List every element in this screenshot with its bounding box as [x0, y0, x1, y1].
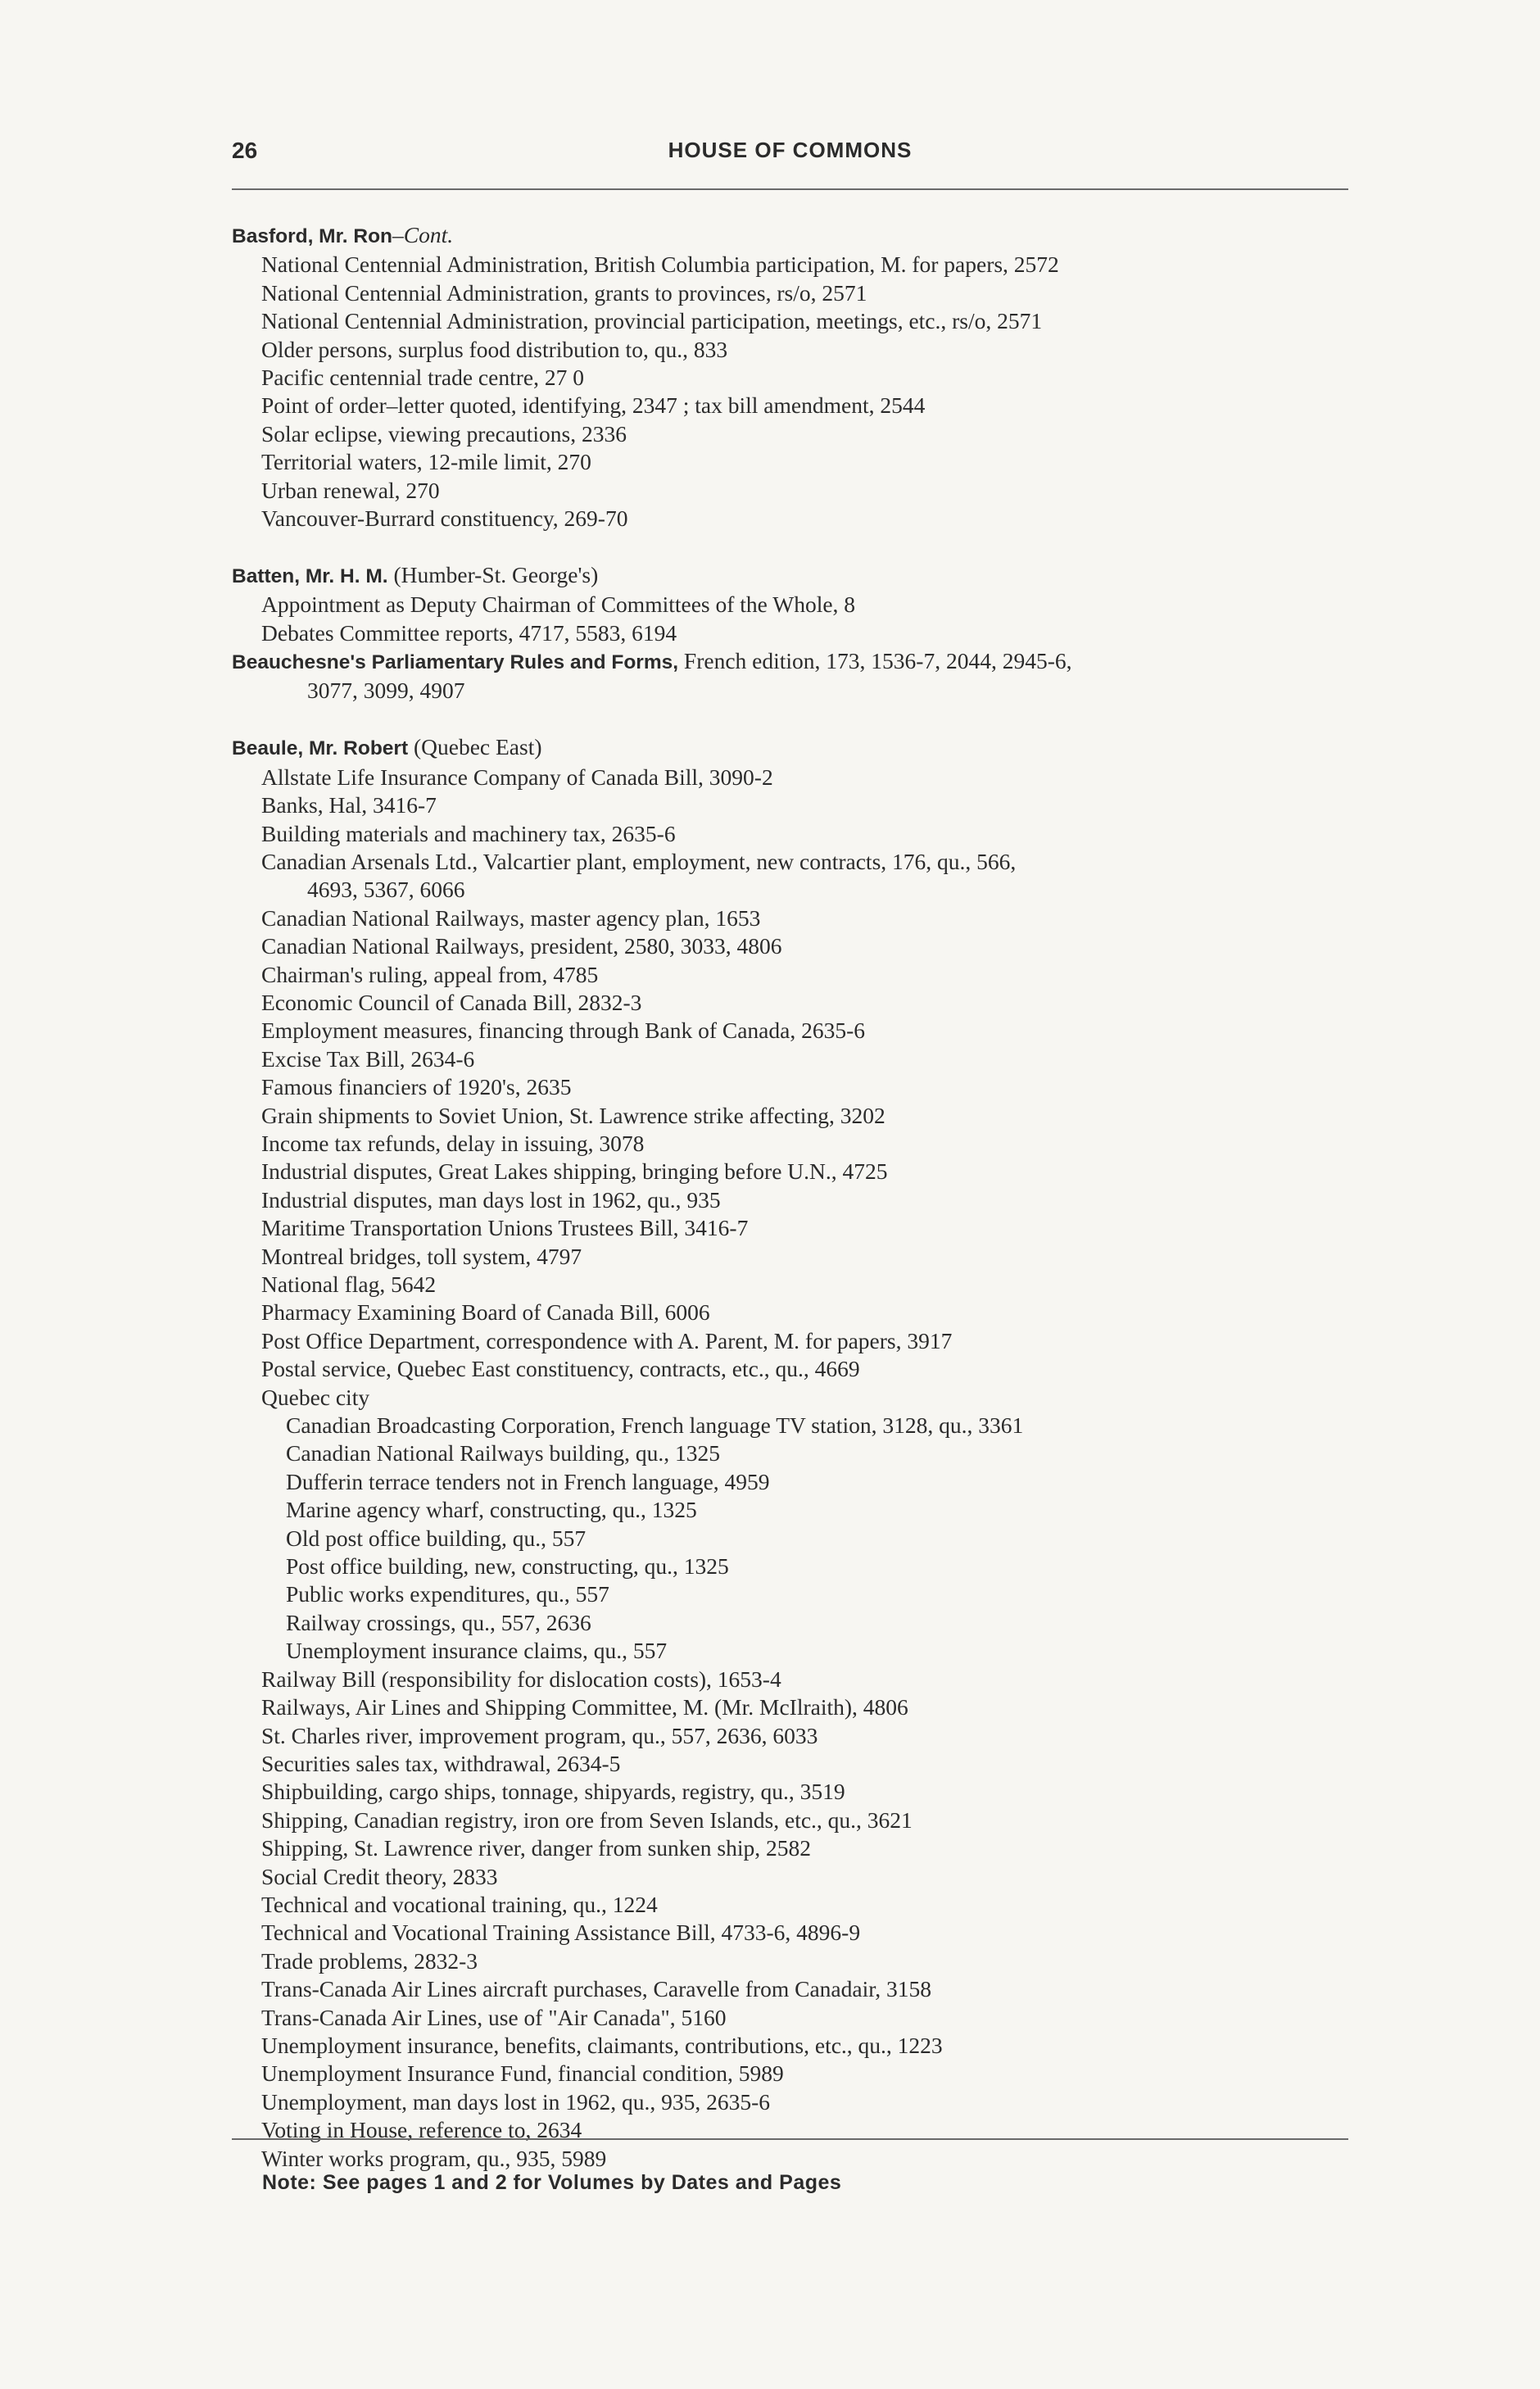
index-item: Urban renewal, 270 — [261, 477, 440, 503]
running-head-title: HOUSE OF COMMONS — [668, 138, 913, 162]
index-item: Unemployment insurance, benefits, claimants, contributions, etc., qu., 1223 — [261, 2032, 943, 2058]
index-item: Postal service, Quebec East constituency, contracts, etc., qu., 4669 — [261, 1356, 860, 1382]
index-subitem: Post office building, new, constructing, qu., 1325 — [286, 1553, 729, 1580]
index-item: Banks, Hal, 3416-7 — [261, 792, 437, 818]
entry-text: French edition, 173, 1536-7, 2044, 2945-6, — [678, 648, 1072, 674]
index-item: Appointment as Deputy Chairman of Committees of the Whole, 8 — [261, 592, 856, 618]
index-item-quebec-city: Quebec city — [261, 1384, 370, 1410]
index-item: Technical and Vocational Training Assistance Bill, 4733-6, 4896-9 — [261, 1920, 861, 1946]
index-item: Unemployment Insurance Fund, financial condition, 5989 — [261, 2060, 784, 2087]
entry-heading-beauchesne — [232, 647, 1362, 677]
index-subitem: Railway crossings, qu., 557, 2636 — [286, 1609, 591, 1635]
index-item: Canadian National Railways, president, 2580, 3033, 4806 — [261, 933, 782, 959]
entry-name: Basford, Mr. Ron — [232, 225, 393, 247]
index-item: Social Credit theory, 2833 — [261, 1863, 498, 1889]
entry-name: Beauchesne's Parliamentary Rules and Forms, — [232, 651, 679, 674]
index-item: National Centennial Administration, British Columbia participation, M. for papers, 2572 — [261, 252, 1059, 278]
index-item: Pharmacy Examining Board of Canada Bill, 6006 — [261, 1299, 710, 1326]
index-item: Railway Bill (responsibility for dislocation costs), 1653-4 — [261, 1666, 781, 1692]
index-subitem: Marine agency wharf, constructing, qu., 1325 — [286, 1497, 697, 1523]
index-subitem: Dufferin terrace tenders not in French language, 4959 — [286, 1468, 770, 1494]
index-item: Grain shipments to Soviet Union, St. Lawrence strike affecting, 3202 — [261, 1102, 886, 1128]
entry-heading-beaule — [232, 733, 1362, 763]
index-item: Securities sales tax, withdrawal, 2634-5 — [261, 1750, 621, 1776]
index-item: Trans-Canada Air Lines aircraft purchases, Caravelle from Canadair, 3158 — [261, 1976, 932, 2002]
index-item: Winter works program, qu., 935, 5989 — [261, 2145, 607, 2171]
header-rule — [232, 188, 1348, 190]
index-item: Canadian National Railways, master agency plan, 1653 — [261, 904, 761, 931]
index-item: Pacific centennial trade centre, 27 0 — [261, 365, 584, 391]
index-subitem: Unemployment insurance claims, qu., 557 — [286, 1638, 668, 1664]
entry-list-beaule — [232, 764, 1362, 2173]
index-item: Building materials and machinery tax, 2635-6 — [261, 820, 676, 846]
index-item-continued: 3077, 3099, 4907 — [307, 678, 465, 704]
index-item: Maritime Transportation Unions Trustees Bill, 3416-7 — [261, 1215, 749, 1241]
index-subitem: Canadian Broadcasting Corporation, French language TV station, 3128, qu., 3361 — [286, 1412, 1024, 1439]
index-subitem: Public works expenditures, qu., 557 — [286, 1581, 609, 1607]
footer-rule — [232, 2138, 1348, 2140]
index-item: Shipping, St. Lawrence river, danger from sunken ship, 2582 — [261, 1835, 811, 1861]
index-item: Territorial waters, 12-mile limit, 270 — [261, 449, 591, 475]
index-item: Solar eclipse, viewing precautions, 2336 — [261, 420, 627, 447]
entry-continued-marker: –Cont. — [392, 222, 454, 247]
index-item: Allstate Life Insurance Company of Canada Bill, 3090-2 — [261, 764, 773, 790]
index-item: Technical and vocational training, qu., 1224 — [261, 1891, 658, 1917]
index-item: Vancouver-Burrard constituency, 269-70 — [261, 505, 628, 532]
entry-riding: (Quebec East) — [408, 734, 542, 760]
index-content — [232, 221, 1362, 2173]
entry-riding: (Humber-St. George's) — [387, 561, 599, 587]
index-item: Post Office Department, correspondence with A. Parent, M. for papers, 3917 — [261, 1327, 953, 1353]
entry-heading-batten — [232, 561, 1362, 591]
index-item: Voting in House, reference to, 2634 — [261, 2117, 582, 2143]
page-header — [232, 138, 1348, 170]
entry-name: Beaule, Mr. Robert — [232, 737, 409, 760]
index-item: Industrial disputes, Great Lakes shipping, bringing before U.N., 4725 — [261, 1158, 888, 1185]
index-item: Point of order–letter quoted, identifying, 2347 ; tax bill amendment, 2544 — [261, 392, 926, 419]
index-item: Canadian Arsenals Ltd., Valcartier plant, employment, new contracts, 176, qu., 566, — [261, 848, 1017, 874]
index-item: National flag, 5642 — [261, 1272, 437, 1297]
spacer — [232, 533, 1362, 560]
index-item: Montreal bridges, toll system, 4797 — [261, 1243, 582, 1269]
index-item: National Centennial Administration, grants to provinces, rs/o, 2571 — [261, 279, 867, 306]
index-item: St. Charles river, improvement program, qu., 557, 2636, 6033 — [261, 1722, 818, 1748]
entry-list-basford — [232, 251, 1362, 533]
index-item: Shipbuilding, cargo ships, tonnage, shipyards, registry, qu., 3519 — [261, 1779, 845, 1805]
index-item: National Centennial Administration, provincial participation, meetings, etc., rs/o, 2571 — [261, 308, 1043, 334]
index-subitem: Canadian National Railways building, qu., 1325 — [286, 1440, 721, 1466]
index-item: Debates Committee reports, 4717, 5583, 6194 — [261, 619, 677, 646]
footer-note: Note: See pages 1 and 2 for Volumes by Dates and Pages — [262, 2171, 842, 2194]
index-item: Trans-Canada Air Lines, use of "Air Canada", 5160 — [261, 2004, 727, 2030]
index-item: Income tax refunds, delay in issuing, 3078 — [261, 1130, 645, 1156]
spacer — [232, 705, 1362, 733]
index-item: Economic Council of Canada Bill, 2832-3 — [261, 989, 642, 1015]
index-item: Employment measures, financing through Bank of Canada, 2635-6 — [261, 1018, 865, 1044]
index-item: Famous financiers of 1920's, 2635 — [261, 1074, 572, 1100]
index-item: Chairman's ruling, appeal from, 4785 — [261, 961, 599, 987]
index-item: Trade problems, 2832-3 — [261, 1947, 478, 1974]
entry-name: Batten, Mr. H. M. — [232, 564, 388, 587]
entry-heading-basford — [232, 221, 1362, 251]
index-item: Shipping, Canadian registry, iron ore from Seven Islands, etc., qu., 3621 — [261, 1806, 913, 1833]
index-subitem: Old post office building, qu., 557 — [286, 1525, 587, 1551]
index-item: Railways, Air Lines and Shipping Committee, M. (Mr. McIlraith), 4806 — [261, 1694, 908, 1720]
page-number: 26 — [232, 138, 258, 163]
index-item: Older persons, surplus food distribution to, qu., 833 — [261, 336, 728, 362]
index-item: Unemployment, man days lost in 1962, qu., 935, 2635-6 — [261, 2088, 770, 2115]
index-item: Excise Tax Bill, 2634-6 — [261, 1045, 475, 1072]
index-item-continued: 4693, 5367, 6066 — [307, 877, 465, 903]
index-item: Industrial disputes, man days lost in 1962, qu., 935 — [261, 1186, 721, 1213]
